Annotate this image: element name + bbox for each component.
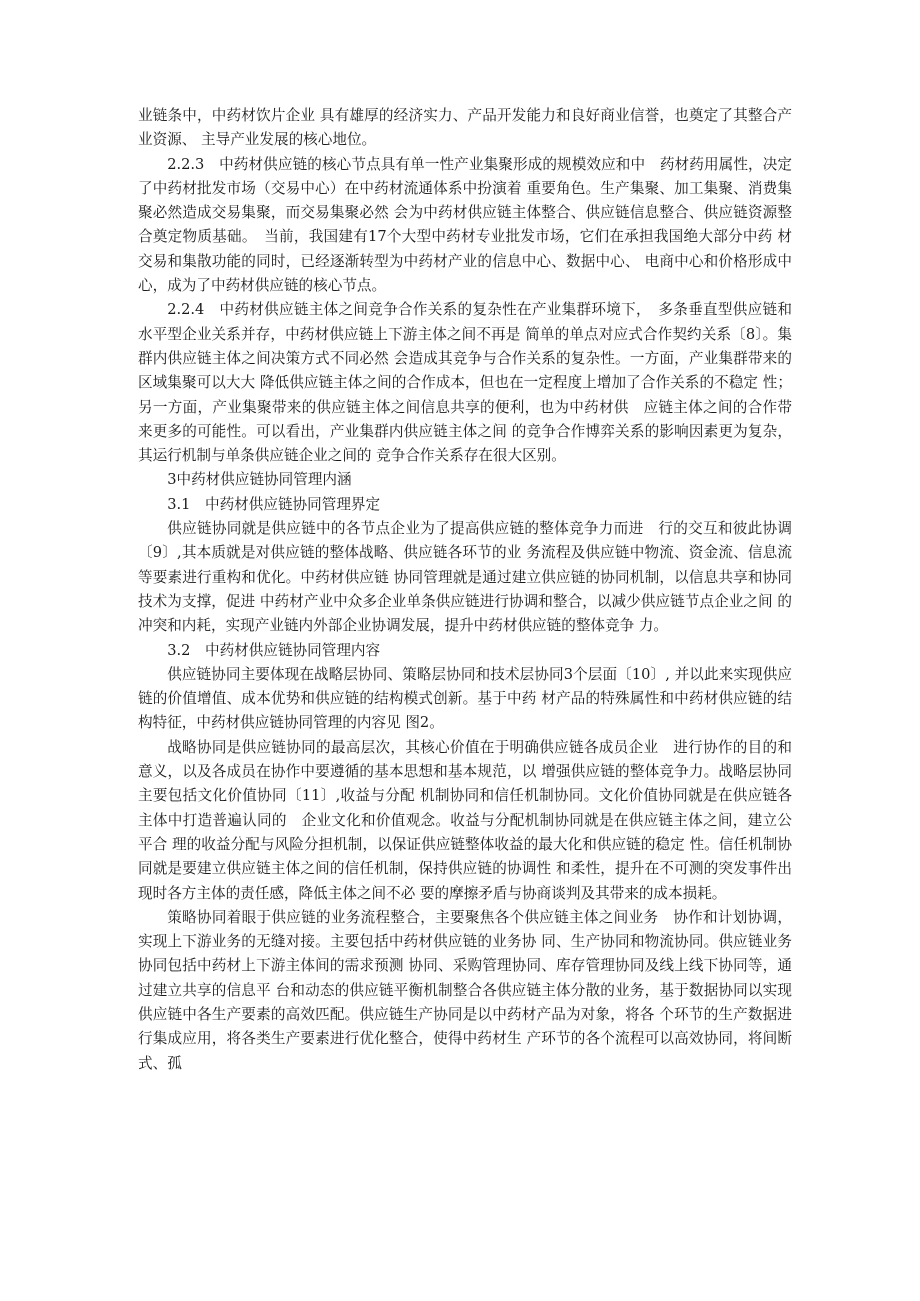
subsection-heading-3-1: 3.1 中药材供应链协同管理界定 xyxy=(167,495,381,513)
subsection-heading-3-2: 3.2 中药材供应链协同管理内容 xyxy=(167,641,381,659)
paragraph-strategic-synergy: 战略协同是供应链协同的最高层次，其核心价值在于明确供应链各成员企业 进行协作的目的和意义，以及各成员在协作中要遵循的基本思想和基本规范，以 增强供应链的整体竞争力。战略层协同主要包括文化价值协同〔11〕,收益与分配 机制协同和信任机制协同。文化价值协同就是在供应链各主体中打造普遍认同的 企业文化和价值观念。收益与分配机制协同就是在供应链主体之间，建立公平合 理的收益分配与风险分担机制，以保证供应链整体收益的最大化和供应链的稳定 性。信任机制协同就是要建立供应链主体之间的信任机制，保持供应链的协调性 和柔性，提升在不可测的突发事件出现时各方主体的责任感，降低主体之间不必 要的摩擦矛盾与协商谈判及其带来的成本损耗。 xyxy=(138,738,792,902)
paragraph-continuation: 业链条中，中药材饮片企业 具有雄厚的经济实力、产品开发能力和良好商业信誉，也奠定了其整合产业资源、 主导产业发展的核心地位。 xyxy=(138,107,792,149)
document-body xyxy=(138,104,792,1076)
paragraph-2-2-3: 2.2.3 中药材供应链的核心节点具有单一性产业集聚形成的规模效应和中 药材药用属性，决定了中药材批发市场（交易中心）在中药材流通体系中扮演着 重要角色。生产集聚、加工集聚、消费集聚必然造成交易集聚，而交易集聚必然 会为中药材供应链主体整合、供应链信息整合、供应链资源整合奠定物质基础。 当前，我国建有17个大型中药材专业批发市场，它们在承担我国绝大部分中药 材交易和集散功能的同时，已经逐渐转型为中药材产业的信息中心、数据中心、 电商中心和价格形成中心，成为了中药材供应链的核心节点。 xyxy=(138,155,792,295)
paragraph-3-2-body: 供应链协同主要体现在战略层协同、策略层协同和技术层协同3个层面〔10〕, 并以此来实现供应链的价值增值、成本优势和供应链的结构模式创新。基于中药 材产品的特殊属性和中药材供应链的结构特征，中药材供应链协同管理的内容见 图2。 xyxy=(138,665,792,732)
section-heading-3: 3中药材供应链协同管理内涵 xyxy=(167,471,352,489)
paragraph-2-2-4: 2.2.4 中药材供应链主体之间竞争合作关系的复杂性在产业集群环境下， 多条垂直型供应链和水平型企业关系并存，中药材供应链上下游主体之间不再是 简单的单点对应式合作契约关系〔8〕。集群内供应链主体之间决策方式不同必然 会造成其竞争与合作关系的复杂性。一方面，产业集群带来的区域集聚可以大大 降低供应链主体之间的合作成本，但也在一定程度上增加了合作关系的不稳定 性；另一方面，产业集聚带来的供应链主体之间信息共享的便利，也为中药材供 应链主体之间的合作带来更多的可能性。可以看出，产业集群内供应链主体之间 的竞争合作博弈关系的影响因素更为复杂，其运行机制与单条供应链企业之间的 竞争合作关系存在很大区别。 xyxy=(138,301,792,465)
paragraph-3-1-body: 供应链协同就是供应链中的各节点企业为了提高供应链的整体竞争力而进 行的交互和彼此协调〔9〕,其本质就是对供应链的整体战略、供应链各环节的业 务流程及供应链中物流、资金流、信息流等要素进行重构和优化。中药材供应链 协同管理就是通过建立供应链的协同机制，以信息共享和协同技术为支撑，促进 中药材产业中众多企业单条供应链进行协调和整合，以减少供应链节点企业之间 的冲突和内耗，实现产业链内外部企业协调发展，提升中药材供应链的整体竞争 力。 xyxy=(138,520,792,635)
paragraph-tactical-synergy: 策略协同着眼于供应链的业务流程整合，主要聚焦各个供应链主体之间业务 协作和计划协调，实现上下游业务的无缝对接。主要包括中药材供应链的业务协 同、生产协同和物流协同。供应链业务协同包括中药材上下游主体间的需求预测 协同、采购管理协同、库存管理协同及线上线下协同等，通过建立共享的信息平 台和动态的供应链平衡机制整合各供应链主体分散的业务，基于数据协同以实现 供应链中各生产要素的高效匹配。供应链生产协同是以中药材产品为对象，将各 个环节的生产数据进行集成应用，将各类生产要素进行优化整合，使得中药材生 产环节的各个流程可以高效协同，将间断式、孤 xyxy=(138,908,792,1072)
